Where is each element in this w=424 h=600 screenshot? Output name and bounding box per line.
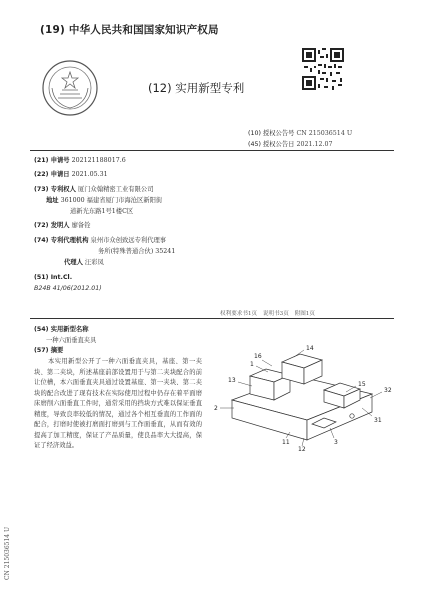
agent-value: 汪彩凤 xyxy=(84,259,104,267)
abstract-paragraph: 本实用新型公开了一种六面垂直夹具，基座、第一夹块、第二夹块，所述基座前部设置用于与第二夹块配合的前让位槽，本六面垂直夹具通过设置基座、第一夹块、第二夹块的配合改进了现有技术在实际使用过程中仍存在着平面磨床磨削六面垂直工件时，通常采用的挡块方式难以保证垂直精度，导致良率较低的情况，通过各个相互垂直的工作面的配合，打磨时使被打磨面打磨到与工作面垂直，从而有效的提高了加工精度，保证了产品质量，使良品率大大提高，保证了经济效益。 xyxy=(34,358,202,449)
ipc-value: B24B 41/06(2012.01) xyxy=(34,284,102,292)
fig-label: 15 xyxy=(358,381,366,388)
national-emblem-icon xyxy=(40,58,100,118)
pub-date-value: 2021.12.07 xyxy=(296,141,333,148)
address-label: 地址 xyxy=(46,196,59,204)
fig-label: 1 xyxy=(250,361,254,368)
fig-label: 14 xyxy=(306,345,314,352)
app-date-value: 2021.05.31 xyxy=(71,171,108,179)
pub-no-value: CN 215036514 U xyxy=(296,130,353,137)
title-label: (54) 实用新型名称 xyxy=(34,326,89,333)
pub-date-label: (45) 授权公告日 xyxy=(248,141,295,148)
app-no-label: (21) 申请号 xyxy=(34,157,70,164)
patentee-label: (73) 专利权人 xyxy=(34,185,76,193)
fixture-drawing xyxy=(212,342,402,452)
address-line1: 361000 福建省厦门市海沧区新阳街 xyxy=(60,196,163,204)
fig-label: 32 xyxy=(384,387,392,394)
office-name: (19) 中华人民共和国国家知识产权局 xyxy=(40,24,219,36)
address-line2: 道新光东路1号1楼C区 xyxy=(70,208,134,216)
fig-label: 2 xyxy=(214,405,218,412)
document-type: (12) 实用新型专利 xyxy=(148,81,245,95)
inventor-label: (72) 发明人 xyxy=(34,222,70,230)
fig-label: 12 xyxy=(298,446,306,452)
page-count-line: 权利要求书1页 说明书3页 附图1页 xyxy=(220,311,315,317)
app-date-label: (22) 申请日 xyxy=(34,171,70,179)
abstract-text xyxy=(34,357,202,452)
app-no-value: 202121188017.6 xyxy=(71,157,126,164)
title-section xyxy=(34,325,96,357)
fig-label: 13 xyxy=(228,377,236,384)
publication-info xyxy=(248,128,352,150)
agency-line2: 务所(特殊普通合伙) 35241 xyxy=(98,248,176,256)
qr-code-icon xyxy=(302,48,344,90)
utility-title: 一种六面垂直夹具 xyxy=(46,336,97,344)
mid-divider xyxy=(30,318,394,319)
bibliographic-data xyxy=(34,155,175,294)
agency-label: (74) 专利代理机构 xyxy=(34,236,89,244)
header-divider xyxy=(30,150,394,151)
fig-label: 16 xyxy=(254,353,262,360)
ipc-label: (51) Int.Cl. xyxy=(34,273,73,281)
side-publication-code: CN 215036514 U xyxy=(4,526,11,580)
abstract-label: (57) 摘要 xyxy=(34,347,64,354)
inventor-value: 廖备铨 xyxy=(71,222,91,230)
pub-no-label: (10) 授权公告号 xyxy=(248,130,295,137)
fig-label: 11 xyxy=(282,439,290,446)
fig-label: 31 xyxy=(374,417,382,424)
fig-label: 3 xyxy=(334,439,338,446)
agency-line1: 泉州市众创致远专利代理事 xyxy=(90,236,167,244)
agent-label: 代理人 xyxy=(64,259,83,267)
patentee-value: 厦门众翰精密工业有限公司 xyxy=(77,185,154,193)
